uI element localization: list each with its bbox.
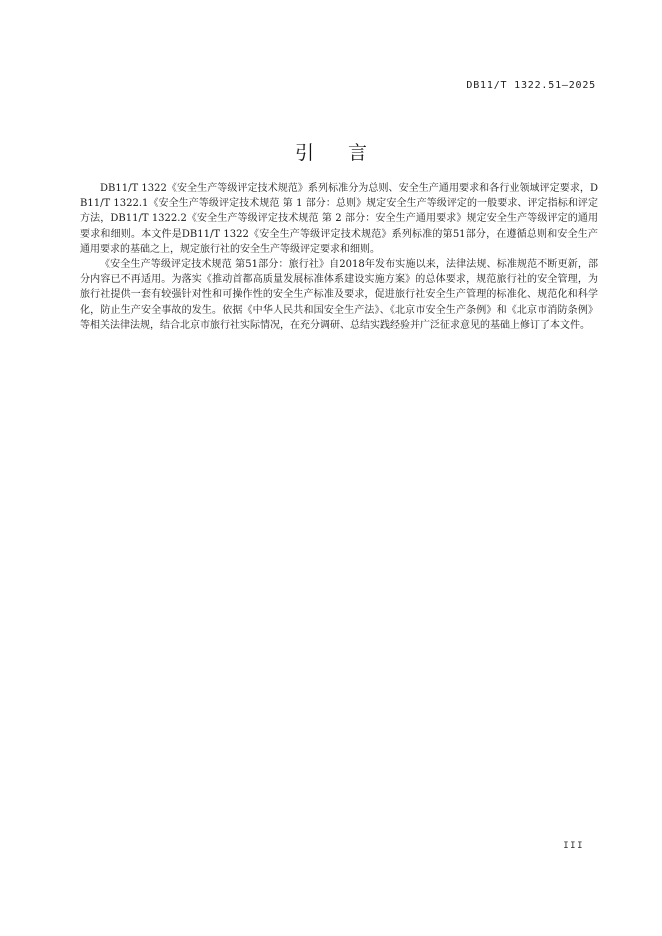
page-number: III	[563, 841, 584, 851]
section-title: 引言	[294, 142, 401, 164]
document-code: DB11/T 1322.51—2025	[466, 80, 596, 91]
paragraph-2: 《安全生产等级评定技术规范 第51部分：旅行社》自2018年发布实施以来，法律法规、标准规范不断更新，部分内容已不再适用。为落实《推动首都高质量发展标准体系建设实施方案》的总体要求，规范旅行社的安全管理，为旅行社提供一套有较强针对性和可操作性的安全生产标准及要求，促进旅行社安全生产管理的标准化、规范化和科学化，防止生产安全事故的发生。依据《中华人民共和国安全生产法》、《北京市安全生产条例》和《北京市消防条例》等相关法律法规，结合北京市旅行社实际情况，在充分调研、总结实践经验并广泛征求意见的基础上修订了本文件。	[80, 259, 598, 331]
paragraph-1: DB11/T 1322《安全生产等级评定技术规范》系列标准分为总则、安全生产通用要求和各行业领域评定要求，DB11/T 1322.1《安全生产等级评定技术规范 第 1 部分：总则》规定安全生产等级评定的一般要求、评定指标和评定方法，DB11/T 1322.2《安全生产等级评定技术规范 第 2 部分：安全生产通用要求》规定安全生产等级评定的通用要求和细则。本文件是DB11/T 1322《安全生产等级评定技术规范》系列标准的第51部分，在遵循总则和安全生产通用要求的基础之上，规定旅行社的安全生产等级评定要求和细则。	[80, 183, 598, 255]
introduction-body	[80, 181, 598, 333]
